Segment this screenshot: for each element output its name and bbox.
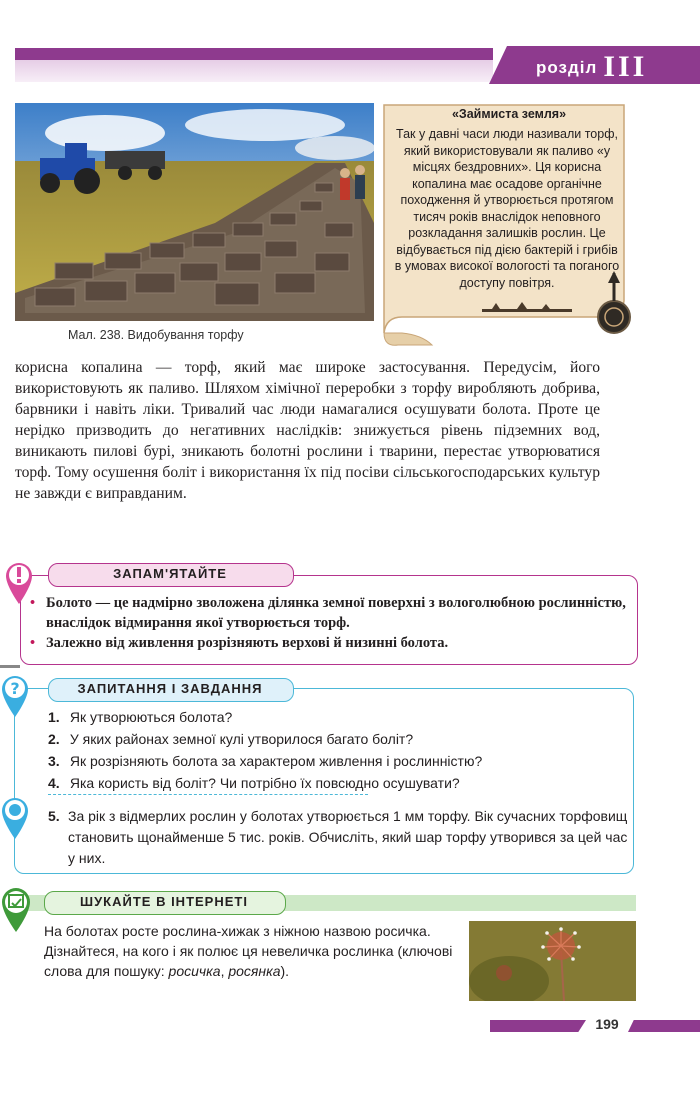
item-text: У яких районах земної кулі утворилося багато боліт? xyxy=(69,731,414,747)
peat-extraction-photo xyxy=(15,103,374,321)
keyword: росичка xyxy=(168,963,221,979)
item-text: За рік з відмерлих рослин у болотах утворюється 1 мм торфу. Вік сучасних торфовищ становить щонайменше 5 тис. років. Обчисліть, який шар торфу утворився за цей час у них. xyxy=(68,808,628,866)
item-number: 1. xyxy=(48,709,60,725)
questions-list xyxy=(48,706,628,794)
task-5 xyxy=(48,806,628,869)
item-text: Як розрізняють болота за характером живлення і рослинністю? xyxy=(69,753,483,769)
page-number: 199 xyxy=(595,1016,619,1032)
dashed-divider xyxy=(48,794,368,795)
header-bar xyxy=(15,48,493,60)
page-bar-right xyxy=(628,1020,700,1032)
item-text: Яка користь від боліт? Чи потрібно їх повсюдно осушувати? xyxy=(69,775,460,791)
list-item xyxy=(48,706,628,728)
internet-text: На болотах росте рослина-хижак з ніжною назвою росичка. Дізнайтеся, на кого і як полює ця невеличка рослинка (ключові слова для пошуку: росичка, росянка). xyxy=(44,923,453,979)
remember-list xyxy=(30,593,630,653)
list-item: • Залежно від живлення розрізняють верхові й низинні болота. xyxy=(30,633,630,653)
header-bar-gradient xyxy=(15,60,493,82)
list-item xyxy=(48,750,628,772)
internet-title: ШУКАЙТЕ В ІНТЕРНЕТІ xyxy=(80,894,248,909)
task-dot-icon xyxy=(0,795,30,841)
list-item xyxy=(48,772,628,794)
section-label: розділ III xyxy=(536,50,648,83)
section-number: III xyxy=(603,50,648,83)
keyword: росянка xyxy=(228,963,281,979)
item-number: 4. xyxy=(48,775,60,791)
item-number: 2. xyxy=(48,731,60,747)
remember-title: ЗАПАМ'ЯТАЙТЕ xyxy=(113,566,227,581)
note-title: «Займиста земля» xyxy=(451,107,567,121)
internet-search-icon xyxy=(0,886,32,934)
item-number: 5. xyxy=(48,808,60,824)
page-bar-left xyxy=(490,1020,586,1032)
item-text: Як утворюються болота? xyxy=(69,709,233,725)
main-paragraph: корисна копалина — торф, який має широке застосування. Передусім, його використовують як паливо. Шляхом хімічної переробки з торфу виробляють добрива, барвники і навіть ліки. Тривалий час люди намагалися осушувати болота. Проте це нерідко призводить до негативних наслідків: знижується рівень підземних вод, виникають пилові бурі, зникають болотні рослини і тварини, перестає утворюватися торф. Тому осушення боліт і використання їх під посіви сільськогосподарських культур не завжди є виправданим. xyxy=(15,359,600,502)
sundew-photo xyxy=(469,921,636,1001)
list-item xyxy=(48,728,628,750)
list-item: • Болото — це надмірно зволожена ділянка земної поверхні з вологолюбною рослинністю, внаслідок відмирання якої утворюється торф. xyxy=(30,593,630,633)
divider xyxy=(0,665,20,668)
question-mark-icon xyxy=(0,673,30,719)
questions-title: ЗАПИТАННЯ І ЗАВДАННЯ xyxy=(77,681,263,696)
svg-text:?: ? xyxy=(10,679,20,698)
note-body: Так у давні часи люди називали торф, який використовували як паливо «у місцях бездровних». Ця корисна копалина має осадове органічне походження й утворюється протягом тисяч років внаслідок неповного розкладання залишків рослин. Це відбувається під дією бактерій і грибів в умовах високої вологості та поганого доступу повітря. xyxy=(394,127,620,290)
item-number: 3. xyxy=(48,753,60,769)
figure-caption: Мал. 238. Видобування торфу xyxy=(68,328,244,342)
